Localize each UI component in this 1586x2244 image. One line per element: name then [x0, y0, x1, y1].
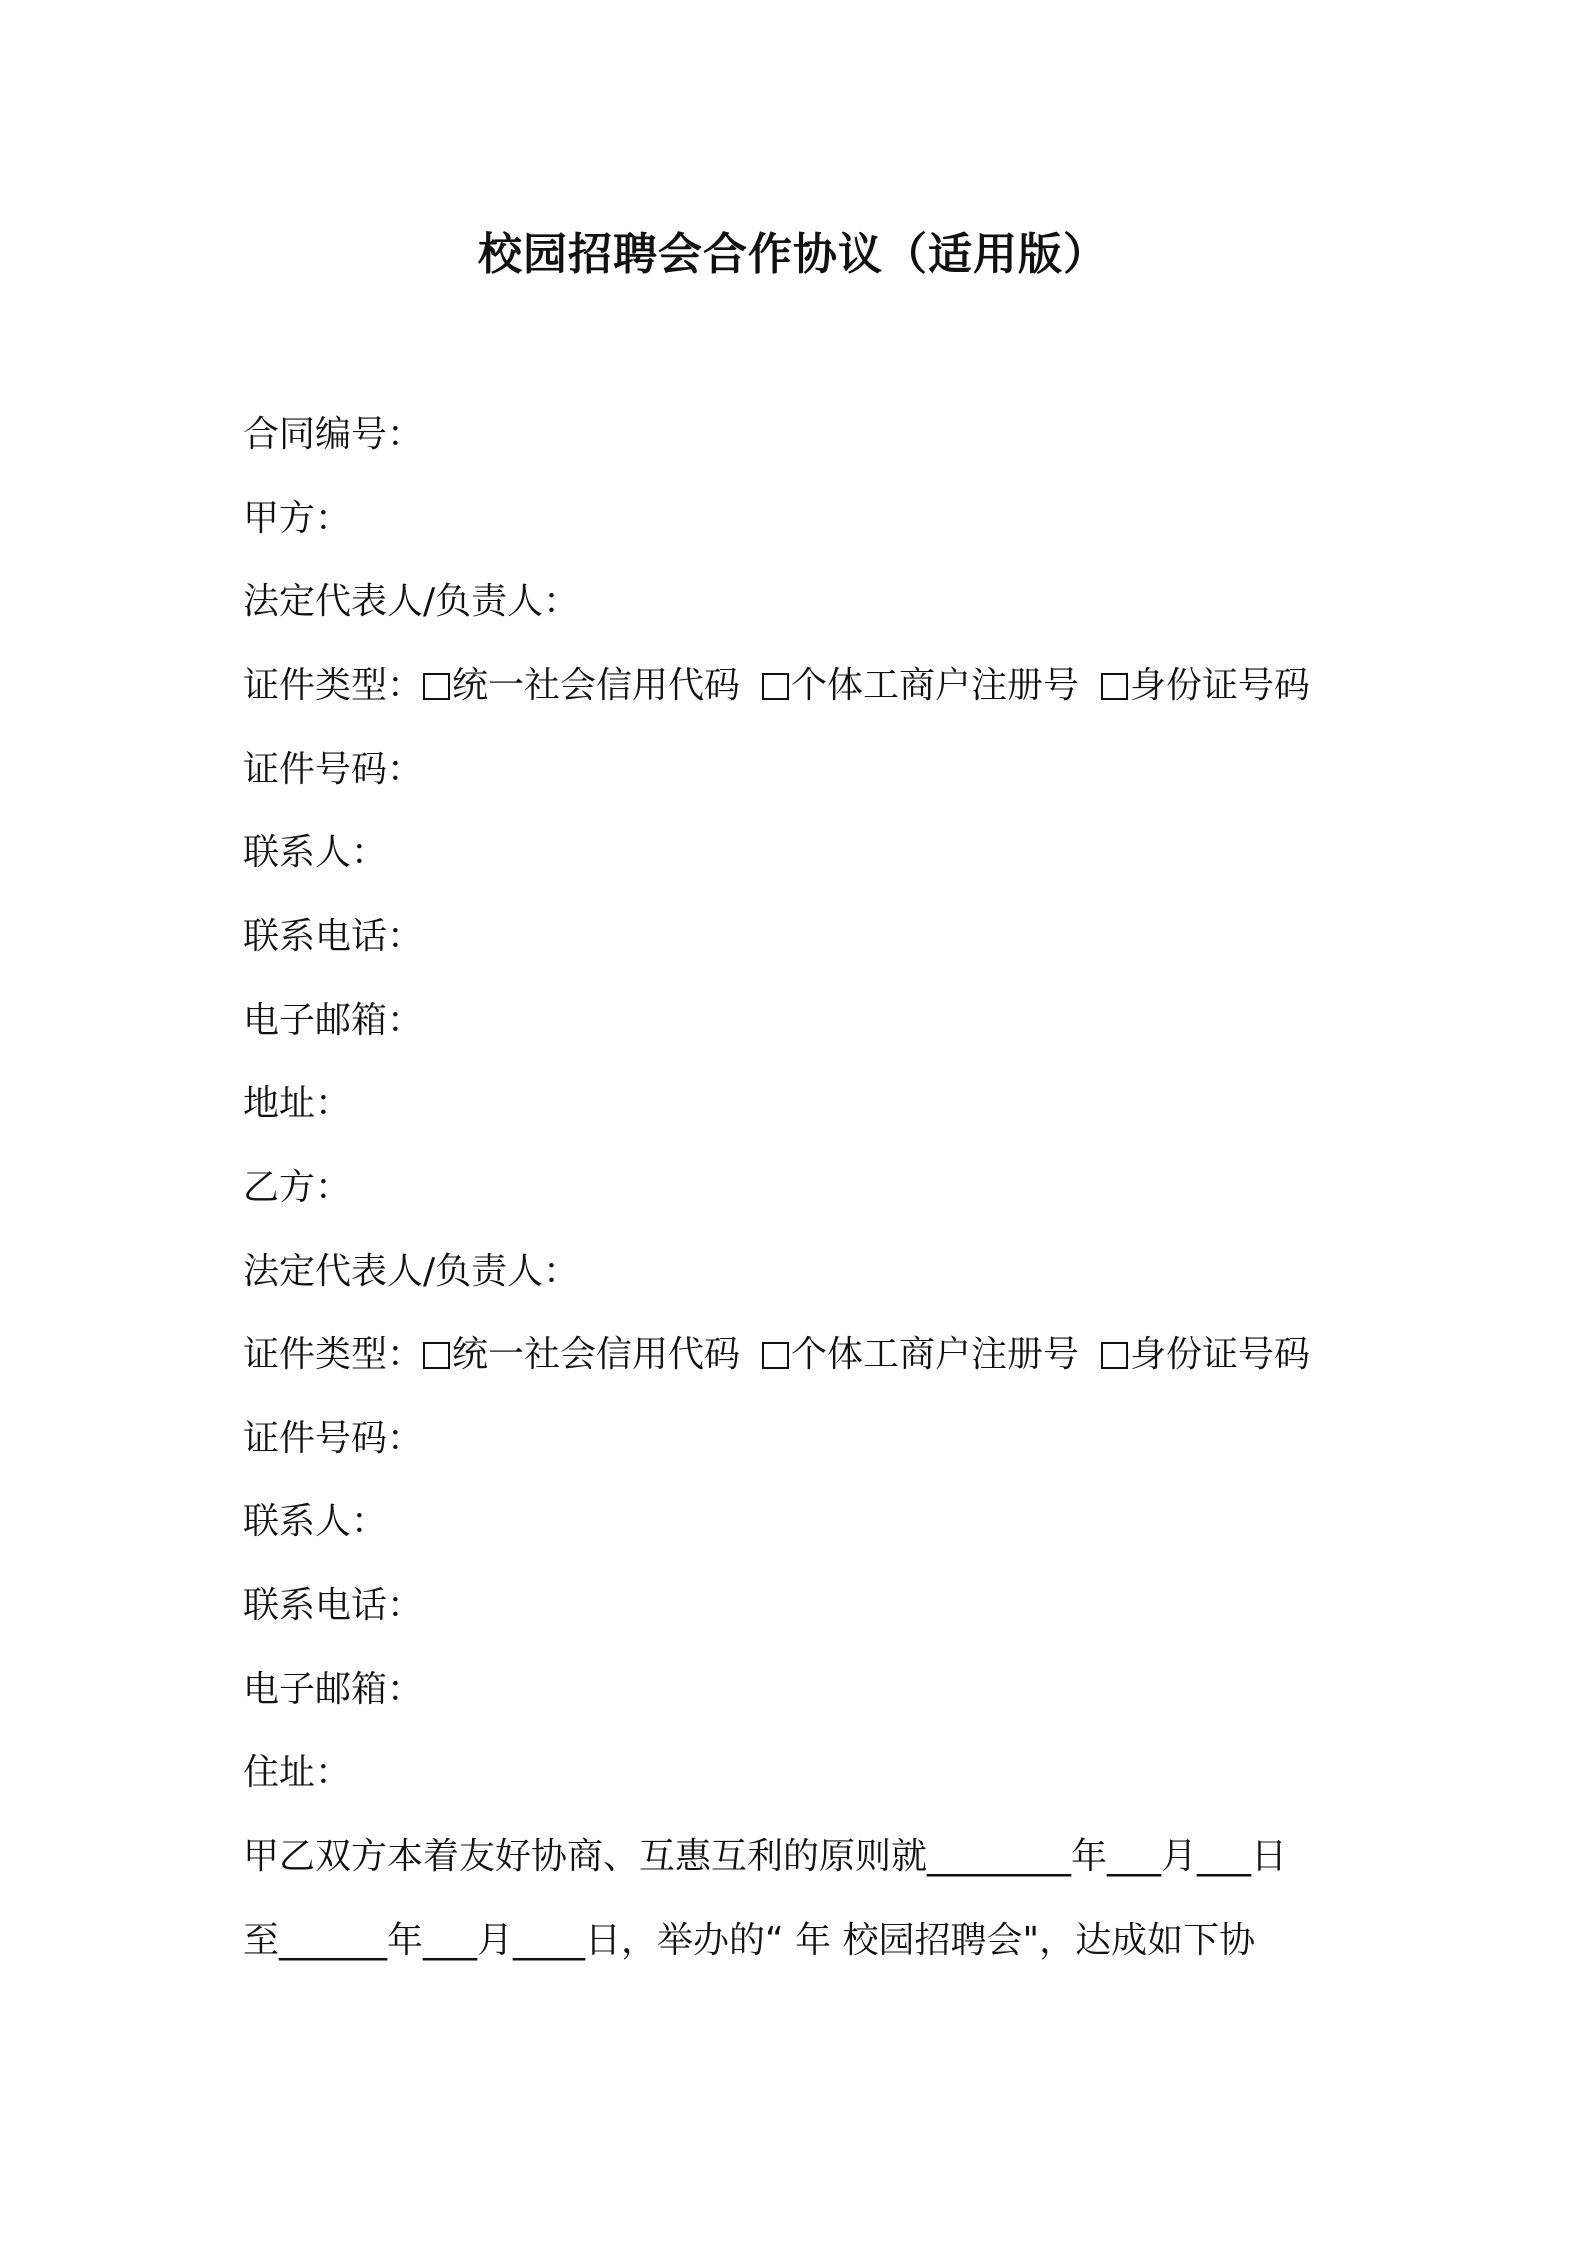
- checkbox-icon[interactable]: [423, 1342, 450, 1369]
- party-a-representative-label: 法定代表人/负责人：: [243, 581, 580, 622]
- party-a-email-label: 电子邮箱：: [243, 1000, 424, 1041]
- party-a-address-label: 地址：: [243, 1083, 352, 1124]
- party-a-phone-label: 联系电话：: [243, 916, 424, 957]
- party-b-contact-label: 联系人：: [243, 1501, 388, 1542]
- party-a-id-option-id-card-label: 身份证号码: [1130, 665, 1311, 706]
- party-b-id-option-business-reg-label: 个体工商户注册号: [791, 1334, 1080, 1375]
- party-a-id-option-business-reg-label: 个体工商户注册号: [791, 665, 1080, 706]
- party-a-id-option-id-card[interactable]: [1101, 661, 1310, 711]
- party-b-address-label: 住址：: [243, 1752, 352, 1793]
- party-a-id-option-credit-code[interactable]: [423, 661, 740, 711]
- party-b-id-option-id-card[interactable]: [1101, 1330, 1310, 1380]
- party-b-id-type-label: 证件类型：: [243, 1334, 424, 1375]
- party-b-id-type-row: [243, 1330, 1310, 1380]
- intro-paragraph-line-2: 至______年___月____日，举办的“ 年 校园招聘会"，达成如下协: [243, 1920, 1256, 1961]
- party-b-id-option-credit-code[interactable]: [423, 1330, 740, 1380]
- checkbox-icon[interactable]: [423, 673, 450, 700]
- party-b-label: 乙方：: [243, 1167, 352, 1208]
- party-b-phone-label: 联系电话：: [243, 1585, 424, 1626]
- checkbox-icon[interactable]: [762, 673, 789, 700]
- contract-number-label: 合同编号：: [243, 414, 424, 455]
- party-a-id-number-label: 证件号码：: [243, 749, 424, 790]
- party-a-id-type-label: 证件类型：: [243, 665, 424, 706]
- party-a-id-option-credit-code-label: 统一社会信用代码: [452, 665, 741, 706]
- party-b-representative-label: 法定代表人/负责人：: [243, 1251, 580, 1292]
- party-a-id-option-business-reg[interactable]: [762, 661, 1079, 711]
- document-title: 校园招聘会合作协议（适用版）: [478, 229, 1108, 280]
- party-a-label: 甲方：: [243, 498, 352, 539]
- party-b-id-option-credit-code-label: 统一社会信用代码: [452, 1334, 741, 1375]
- checkbox-icon[interactable]: [1101, 1342, 1128, 1369]
- party-b-id-number-label: 证件号码：: [243, 1418, 424, 1459]
- party-b-id-option-business-reg[interactable]: [762, 1330, 1079, 1380]
- party-b-id-option-id-card-label: 身份证号码: [1130, 1334, 1311, 1375]
- checkbox-icon[interactable]: [1101, 673, 1128, 700]
- intro-paragraph-line-1: 甲乙双方本着友好协商、互惠互利的原则就________年___月___日: [243, 1836, 1288, 1877]
- party-a-contact-label: 联系人：: [243, 832, 388, 873]
- party-a-id-type-row: [243, 661, 1310, 711]
- checkbox-icon[interactable]: [762, 1342, 789, 1369]
- party-b-email-label: 电子邮箱：: [243, 1669, 424, 1710]
